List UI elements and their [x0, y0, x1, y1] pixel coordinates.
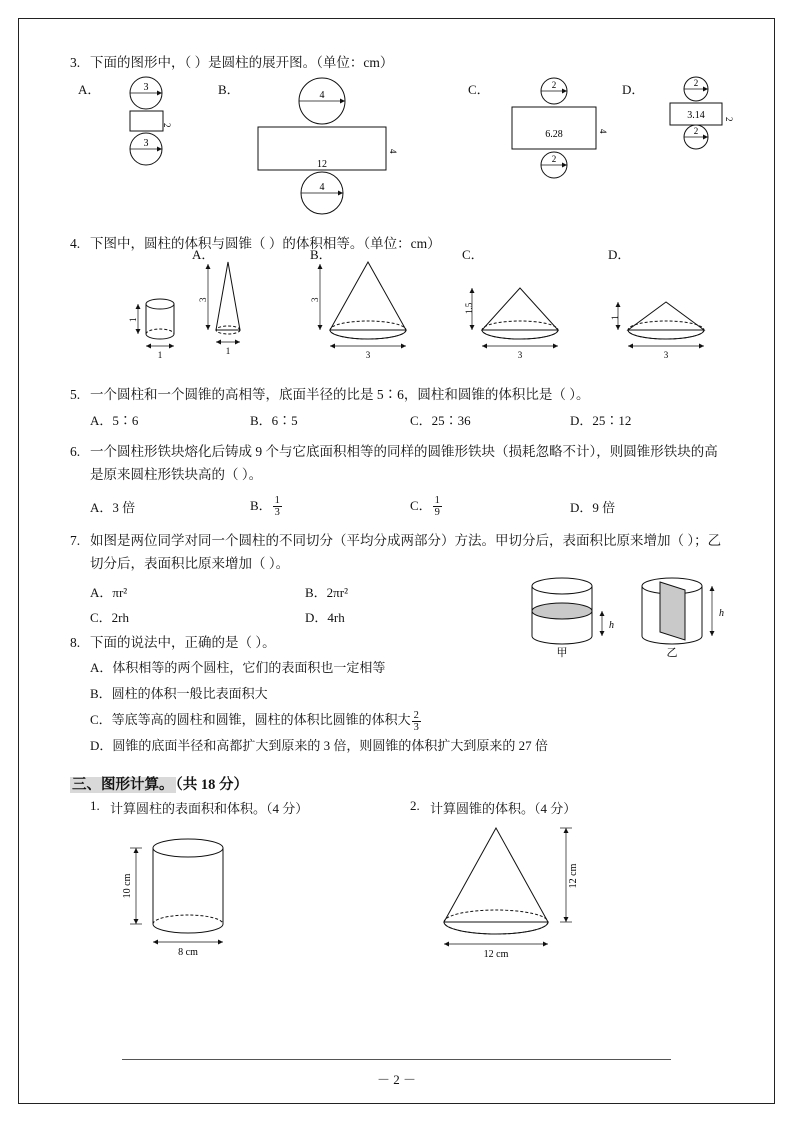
svg-text:3: 3	[365, 349, 371, 360]
section-item-1-text: 计算圆柱的表面积和体积。（4 分）	[110, 801, 309, 817]
question-5-option-a[interactable]: A．5∶6	[90, 412, 139, 428]
question-5-number: 5.	[70, 386, 81, 402]
question-8	[70, 632, 730, 759]
svg-text:3: 3	[517, 349, 523, 360]
svg-text:4: 4	[319, 181, 325, 193]
svg-text:3: 3	[143, 137, 149, 149]
question-4-base-cylinder	[116, 268, 196, 373]
page-content	[70, 52, 734, 998]
svg-text:12 cm: 12 cm	[483, 949, 509, 961]
svg-text:h: h	[609, 620, 614, 632]
question-3-figure-b	[248, 75, 438, 215]
question-3	[70, 52, 734, 215]
fraction-one-third: $\frac{1}{3}$	[274, 495, 280, 519]
svg-text:3: 3	[663, 349, 669, 360]
svg-text:3: 3	[198, 297, 208, 302]
section-item-1-figure	[110, 824, 270, 964]
svg-text:2: 2	[551, 79, 557, 90]
question-8-options	[70, 655, 730, 759]
svg-text:8 cm: 8 cm	[178, 947, 198, 959]
svg-text:2: 2	[693, 125, 699, 136]
question-4-figures	[70, 246, 730, 370]
question-5-option-c[interactable]: C．25∶36	[410, 412, 471, 428]
question-5	[70, 384, 730, 429]
question-6-text: 一个圆柱形铁块熔化后铸成 9 个与它底面积相等的同样的圆锥形铁块（损耗忽略不计），则圆锥形铁块的高是原来圆柱形铁块高的（ ）。	[90, 443, 718, 482]
section-item-1-number: 1.	[90, 798, 100, 814]
question-4-figure-b	[306, 256, 436, 364]
svg-text:2: 2	[693, 77, 699, 88]
svg-text:2: 2	[724, 116, 734, 122]
question-7-option-b[interactable]: B．2πr²	[305, 585, 348, 601]
question-4-number: 4.	[70, 235, 81, 251]
question-6-number: 6.	[70, 443, 81, 459]
question-8-number: 8.	[70, 635, 81, 651]
question-3-figures	[70, 75, 734, 215]
question-3-option-d-label[interactable]: D．	[622, 81, 645, 97]
question-3-figure-a	[108, 75, 218, 200]
question-5-text: 一个圆柱和一个圆锥的高相等，底面半径的比是 5∶6，圆柱和圆锥的体积比是（ ）。	[90, 386, 590, 402]
section-heading	[70, 773, 730, 794]
question-4-option-c-label[interactable]: C．	[462, 246, 484, 262]
section-score: （共 18 分）	[175, 777, 248, 794]
question-8-option-c[interactable]	[90, 707, 730, 733]
question-7-number: 7.	[70, 533, 81, 549]
question-4-option-b-label[interactable]: B．	[310, 246, 332, 262]
question-7-option-c[interactable]: C．2rh	[90, 610, 130, 626]
question-7-text: 如图是两位同学对同一个圆柱的不同切分（平均分成两部分）方法。甲切分后，表面积比原来增加（ ）；乙切分后，表面积比原来增加（ ）。	[90, 533, 722, 572]
svg-text:12 cm: 12 cm	[568, 863, 579, 889]
svg-text:3: 3	[143, 81, 149, 93]
svg-text:甲: 甲	[556, 647, 568, 660]
svg-text:h: h	[719, 608, 724, 620]
question-7-options	[70, 582, 520, 626]
question-5-option-b[interactable]: B．6∶5	[250, 412, 298, 428]
question-8-option-a[interactable]: A．体积相等的两个圆柱，它们的表面积也一定相等	[90, 660, 386, 676]
svg-text:10 cm: 10 cm	[122, 873, 133, 899]
question-7-option-d[interactable]: D．4rh	[305, 610, 345, 626]
question-5-option-d[interactable]: D．25∶12	[570, 412, 632, 428]
question-4-text: 下图中，圆柱的体积与圆锥（ ）的体积相等。（单位：cm）	[90, 235, 441, 251]
question-6-option-c-label: C．	[410, 497, 432, 513]
question-3-figure-d	[652, 75, 762, 195]
question-3-figure-c	[498, 75, 618, 205]
svg-text:1: 1	[157, 349, 163, 360]
question-8-option-c-text: C．等底等高的圆柱和圆锥，圆柱的体积比圆锥的体积大	[90, 712, 411, 728]
svg-text:6.28: 6.28	[545, 128, 563, 140]
question-6-options	[70, 495, 730, 519]
question-4-option-d-label[interactable]: D．	[608, 246, 631, 262]
svg-text:2: 2	[162, 122, 172, 128]
question-6-option-d[interactable]: D．9 倍	[570, 499, 616, 515]
svg-text:1: 1	[225, 345, 231, 356]
question-4-figure-d	[604, 256, 734, 364]
question-4-option-a-label[interactable]: A．	[192, 246, 215, 262]
question-8-text: 下面的说法中，正确的是（ ）。	[90, 635, 276, 651]
section-item-2-number: 2.	[410, 798, 420, 814]
question-6	[70, 441, 730, 518]
svg-text:1: 1	[128, 317, 138, 322]
question-7-option-a[interactable]: A．πr²	[90, 585, 128, 601]
svg-text:2: 2	[551, 153, 557, 164]
question-6-option-c[interactable]	[410, 495, 570, 519]
svg-text:4: 4	[388, 148, 398, 154]
fraction-two-thirds: $\frac{2}{3}$	[413, 709, 419, 733]
svg-text:乙: 乙	[666, 647, 678, 660]
section-item-2-text: 计算圆锥的体积。（4 分）	[430, 801, 577, 817]
section-items	[70, 798, 730, 998]
svg-text:4: 4	[598, 128, 608, 134]
svg-text:12: 12	[317, 158, 327, 170]
svg-text:3.14: 3.14	[687, 109, 705, 121]
question-6-option-b[interactable]	[250, 495, 410, 519]
svg-text:1: 1	[610, 315, 620, 320]
question-3-option-b-label[interactable]: B．	[218, 81, 240, 97]
question-6-option-a[interactable]: A．3 倍	[90, 499, 136, 515]
question-4-figure-a	[188, 256, 268, 364]
section-label: 三、图形计算。	[72, 777, 174, 794]
fraction-one-ninth: $\frac{1}{9}$	[434, 495, 440, 519]
question-8-option-b[interactable]: B．圆柱的体积一般比表面积大	[90, 686, 268, 702]
footer-divider	[122, 1059, 671, 1060]
question-3-option-c-label[interactable]: C．	[468, 81, 490, 97]
section-item-1	[90, 798, 308, 817]
question-4	[70, 233, 730, 370]
svg-text:3: 3	[310, 297, 320, 302]
svg-text:1.5: 1.5	[464, 302, 474, 314]
section-item-2	[410, 798, 576, 817]
question-3-text: 下面的图形中，（ ）是圆柱的展开图。（单位：cm）	[90, 55, 394, 70]
page-number: － 2 －	[376, 1072, 416, 1087]
question-6-option-b-label: B．	[250, 497, 272, 513]
question-3-number: 3.	[70, 55, 81, 70]
question-5-options	[70, 410, 730, 429]
section-item-2-figure	[420, 818, 640, 963]
svg-text:4: 4	[319, 89, 325, 101]
question-3-option-a-label[interactable]: A．	[78, 81, 101, 97]
question-4-figure-c	[458, 256, 588, 364]
question-8-option-d[interactable]: D．圆锥的底面半径和高都扩大到原来的 3 倍，则圆锥的体积扩大到原来的 27 倍	[90, 738, 548, 754]
